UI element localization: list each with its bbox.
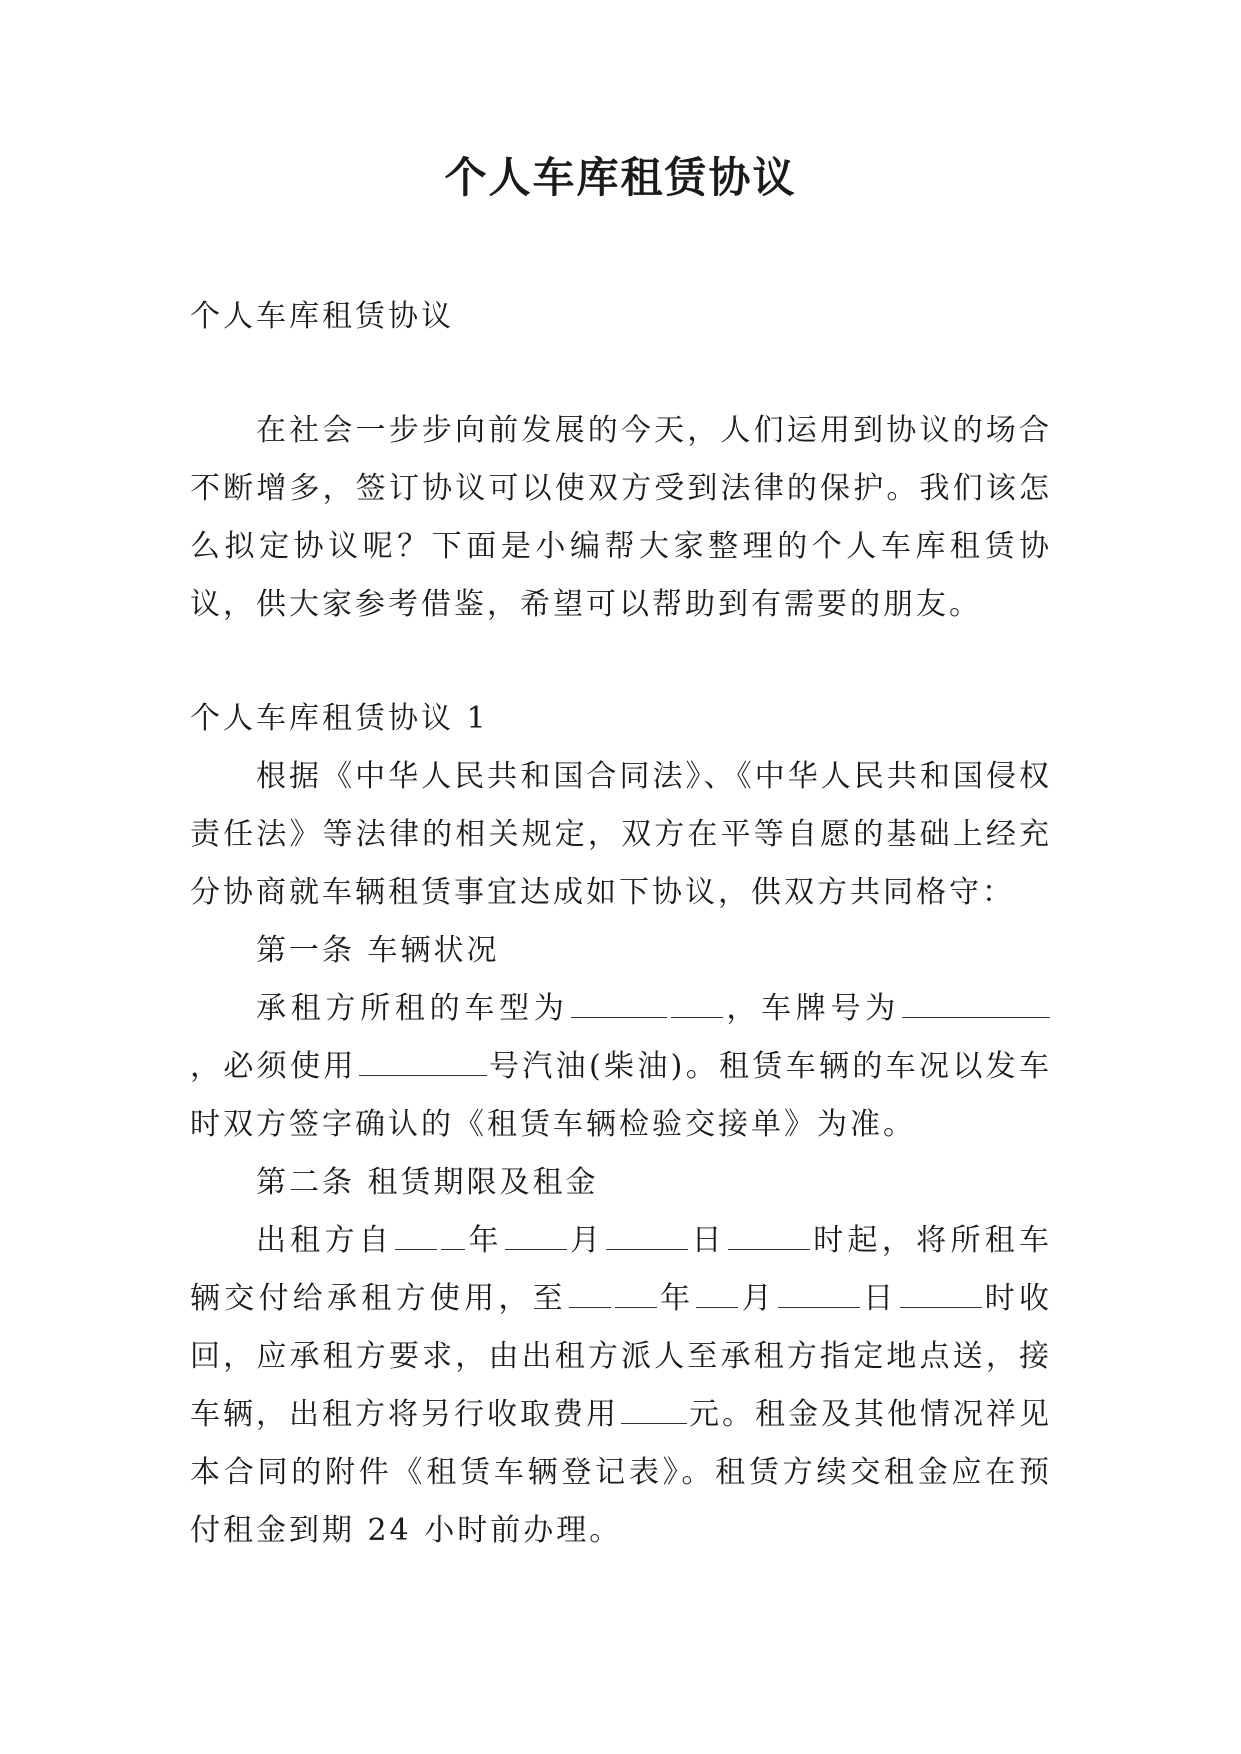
article-2-text-1: 出租方自 [256,1223,394,1258]
article-1-body [190,980,1052,1154]
blank-end-year-1 [569,1281,611,1308]
blank-fee [621,1397,687,1424]
blank-end-day [778,1281,860,1308]
blank-car-model [571,991,667,1018]
article-2-heading: 第二条 租赁期限及租金 [256,1165,599,1200]
article-2-text-3: 月 [568,1223,605,1258]
article-2-text-9: 时收回，应承租方要求，由出租方派人至承租方指定地点送，接车辆，出租方将另行收取费用 [190,1281,1053,1432]
document-body [190,288,1052,1560]
article-2-text-8: 日 [861,1281,898,1316]
blank-start-hour [728,1223,810,1250]
article-1-heading: 第一条 车辆状况 [256,933,500,968]
article-2-body [190,1212,1052,1560]
article-2-text-7: 月 [740,1281,776,1316]
article-2-text-4: 日 [690,1223,726,1258]
article-1-text-3: ，必须使用 [190,1049,357,1084]
article-2-text-10: 元。租金及其他情况祥见本合同的附件《租赁车辆登记表》。租赁方续交租金应在预付租金到期 24 小时前办理。 [190,1397,1052,1548]
intro-paragraph: 在社会一步步向前发展的今天，人们运用到协议的场合不断增多，签订协议可以使双方受到法律的保护。我们该怎么拟定协议呢？下面是小编帮大家整理的个人车库租赁协议，供大家参考借鉴，希望可以帮助到有需要的朋友。 [190,413,1052,622]
blank-end-month [696,1281,738,1308]
document-subtitle: 个人车库租赁协议 [190,299,454,334]
article-2-text-6: 年 [658,1281,695,1316]
blank-fuel-grade [359,1049,487,1076]
blank-start-year-2 [441,1223,465,1250]
article-1-text-4: 号汽油(柴油)。租赁车辆的车况以发车时双方签字确认的《租赁车辆检验交接单》为准。 [190,1049,1052,1142]
blank-end-hour [900,1281,982,1308]
article-2-text-5: 时起，将所租车辆交付给承租方使用，至 [190,1223,1053,1316]
section-heading: 个人车库租赁协议 1 [190,701,489,736]
article-1-text-1: 承租方所租的车型为 [256,991,569,1026]
article-2-text-2: 年 [467,1223,503,1258]
blank-plate-number [902,991,1050,1018]
blank-end-year-2 [615,1281,657,1308]
preamble-paragraph: 根据《中华人民共和国合同法》、《中华人民共和国侵权责任法》等法律的相关规定，双方在平等自愿的基础上经充分协商就车辆租赁事宜达成如下协议，供双方共同格守： [190,759,1052,910]
article-1-text-2: ，车牌号为 [724,991,901,1026]
blank-start-year-1 [395,1223,437,1250]
document-title: 个人车库租赁协议 [444,153,797,202]
blank-car-model-2 [671,991,723,1018]
blank-start-month [505,1223,567,1250]
blank-start-day [606,1223,688,1250]
